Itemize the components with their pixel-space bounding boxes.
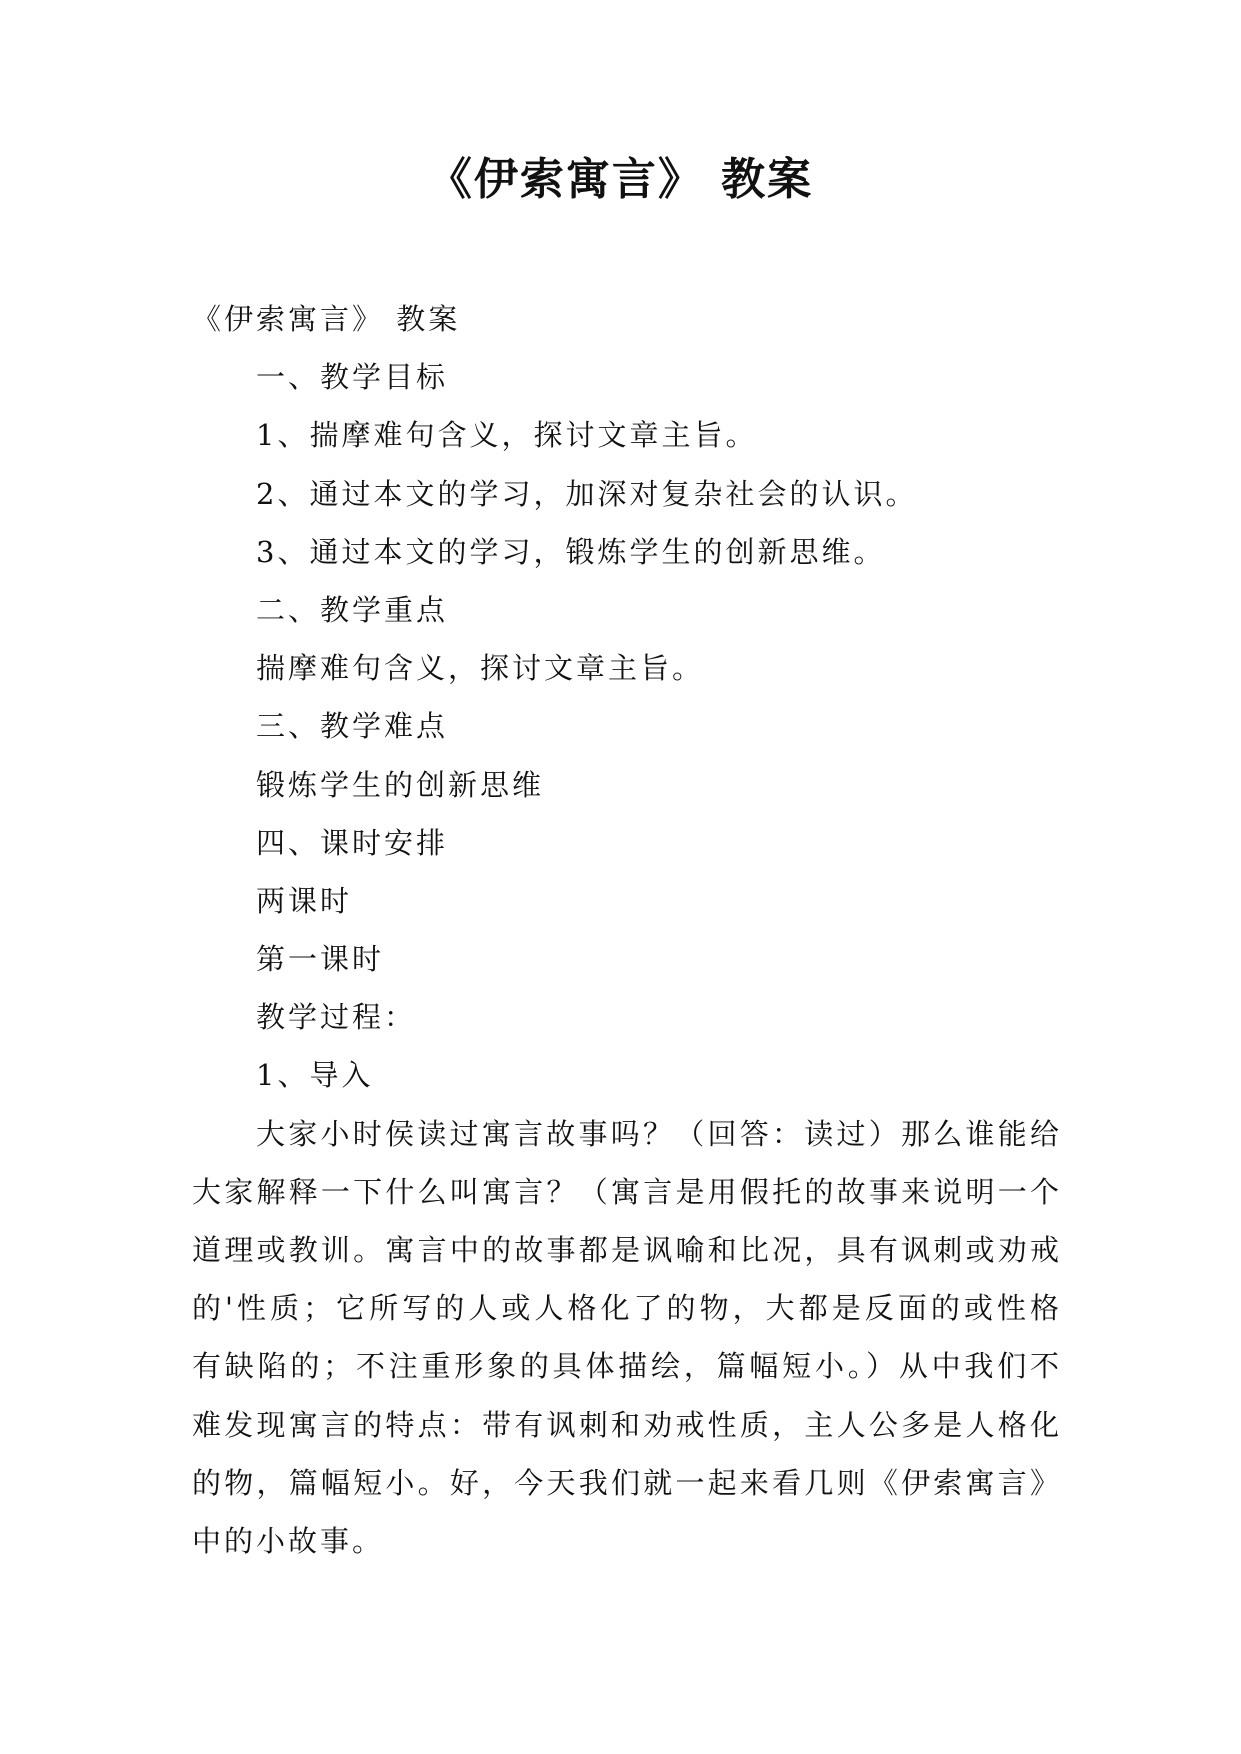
difficulties-text: 锻炼学生的创新思维 xyxy=(256,767,545,802)
objective-item-1: 1、揣摩难句含义，探讨文章主旨。 xyxy=(256,418,758,453)
section-heading-key-points: 二、教学重点 xyxy=(256,592,449,627)
lesson-heading: 第一课时 xyxy=(256,942,385,977)
objective-item-2: 2、通过本文的学习，加深对复杂社会的认识。 xyxy=(256,476,918,511)
section-heading-schedule: 四、课时安排 xyxy=(256,825,449,860)
section-heading-difficulties: 三、教学难点 xyxy=(256,709,449,744)
section-heading-objectives: 一、教学目标 xyxy=(256,360,449,395)
document-title: 《伊索寓言》 教案 xyxy=(427,154,814,205)
step-heading-intro: 1、导入 xyxy=(256,1058,374,1093)
process-heading: 教学过程： xyxy=(256,1000,417,1035)
subtitle-line: 《伊索寓言》 教案 xyxy=(192,302,461,336)
key-points-text: 揣摩难句含义，探讨文章主旨。 xyxy=(256,651,705,686)
intro-paragraph: 大家小时侯读过寓言故事吗？（回答：读过）那么谁能给大家解释一下什么叫寓言？（寓言是用假托的故事来说明一个道理或教训。寓言中的故事都是讽喻和比况，具有讽刺或劝戒的'性质；它所写的人或人格化了的物，大都是反面的或性格有缺陷的；不注重形象的具体描绘，篇幅短小。）从中我们不难发现寓言的特点：带有讽刺和劝戒性质，主人公多是人格化的物，篇幅短小。好，今天我们就一起来看几则《伊索寓言》中的小故事。 xyxy=(192,1116,1062,1559)
document-body xyxy=(192,290,1062,1570)
schedule-text: 两课时 xyxy=(256,883,353,918)
objective-item-3: 3、通过本文的学习，锻炼学生的创新思维。 xyxy=(256,534,886,569)
